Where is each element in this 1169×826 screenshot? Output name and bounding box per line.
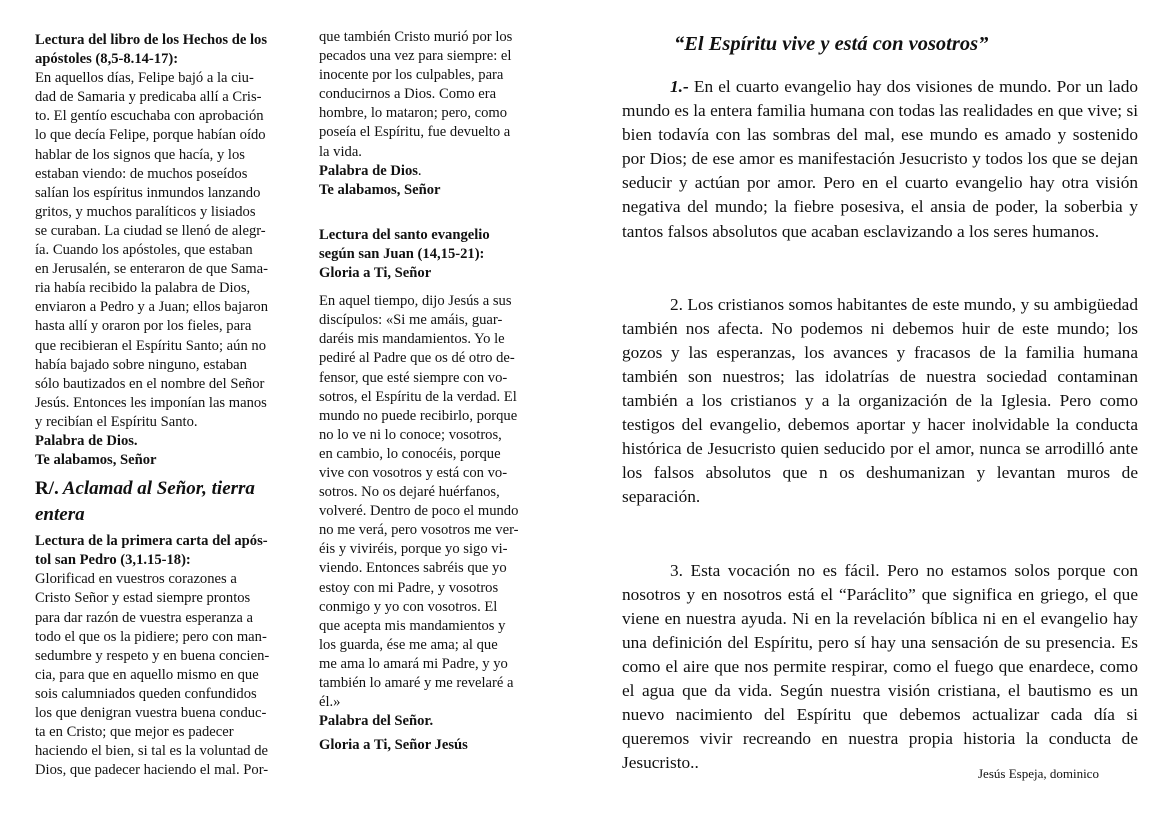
reading1-title: Lectura del libro de los Hechos de los apóstoles (8,5-8.14-17): <box>35 32 268 68</box>
gospel-text: En aquel tiempo, dijo Jesús a sus discípulos: «Si me amáis, guar- daréis mis mandamientos. Yo le pediré al Padre que os dé otro de- fensor, que esté siempre con vo- sotros, el Espíritu de la verdad. El mundo no puede recibirlo, porque no lo ve ni lo conoce; vosotros, en cambio, lo conocéis, porque vive con vosotros y está con vo- sotros. No os dejaré huérfanos, volveré. Dentro de poco el mundo no me verá, pero vosotros me ver- éis y viviréis, porque yo sigo vi- viendo. Entonces sabréis que yo estoy con mi Padre, y vosotros conmigo y yo con vosotros. El que acepta mis mandamientos y los guarda, ése me ama; al que me ama lo amará mi Padre, y yo también lo amaré y me revelaré a él.» <box>319 293 519 711</box>
commentary-paragraph-2: 2. Los cristianos somos habitantes de este mundo, y su ambigüedad también nos afecta. No podemos ni debemos huir de este mundo; los gozos y las esperanzas, los avances y fracasos de la familia humana también son nuestros; las idolatrías de nuestra sociedad contaminan también a los cristianos y a la organización de la Iglesia. Pero como testigos del evangelio, debemos aportar y hacer inolvidable la conducta histórica de Jesucristo quien seducido por el amor, nunca se arrodilló ante los falsos absolutos que n os deshumanizan y levantan muros de separación. <box>622 294 1138 507</box>
reading2-closing-text: Palabra de Dios <box>319 162 418 179</box>
gospel-closing: Palabra del Señor. <box>319 713 434 730</box>
psalm-text: Aclamad al Señor, tierra entera <box>35 478 255 526</box>
column-middle <box>319 28 545 755</box>
reading2-closing-dot: . <box>417 162 422 179</box>
gospel-response: Gloria a Ti, Señor Jesús <box>319 737 468 754</box>
reading2-response: Te alabamos, Señor <box>319 181 441 198</box>
reading2-continuation: que también Cristo murió por los pecados una vez para siempre: el inocente por los culpables, para conducirnos a Dios. Como era hombre, lo mataron; pero, como poseía el Espíritu, fue devuelto a la vida. <box>319 29 513 160</box>
psalm-response <box>35 476 303 528</box>
column-left <box>35 31 303 780</box>
reading1-closing: Palabra de Dios. <box>35 432 138 449</box>
paragraph-1-text: En el cuarto evangelio hay dos visiones de mundo. Por un lado mundo es la entera familia humana con todas las realidades en que vive; si bien todavía con las sombras del mal, ese mundo es amado y sostenido por Dios; de ese amor es manifestación Jesucristo y todos los que se dejan seducir y actúan por amor. Pero en el cuarto evangelio hay otra visión negativa del mundo; la fiebre posesiva, el ansia de poder, la soberbia y tantos falsos absolutos que acaban esclavizando a los seres humanos. <box>622 77 1138 241</box>
reading2-closing <box>319 162 545 181</box>
commentary-paragraph-1 <box>622 75 1138 244</box>
reading1-text: En aquellos días, Felipe bajó a la ciu- dad de Samaria y predicaba allí a Cris- to. El gentío escuchaba con aprobación lo que decía Felipe, porque habían oído hablar de los signos que hacía, y los estaban viendo: de muchos poseídos salían los espíritus inmundos lanzando gritos, y muchos paralíticos y lisiados se curaban. La ciudad se llenó de alegr- ía. Cuando los apóstoles, que estaban en Jerusalén, se enteraron de que Sama- ria había recibido la palabra de Dios, enviaron a Pedro y a Juan; ellos bajaron hasta allí y oraron por los fieles, para que recibieran el Espíritu Santo; aún no había bajado sobre ninguno, estaban sólo bautizados en el nombre del Señor Jesús. Entonces les imponían las manos y recibían el Espíritu Santo. <box>35 70 269 430</box>
psalm-r-marker: R/. <box>35 478 59 500</box>
reading2-text: Glorificad en vuestros corazones a Cristo Señor y estad siempre prontos para dar razón de vuestra esperanza a todo el que os la pidiere; pero con man- sedumbre y respeto y en buena concien- cia, para que en aquello mismo en que sois calumniados queden confundidos los que denigran vuestra buena conduc- ta en Cristo; que mejor es padecer haciendo el bien, si tal es la voluntad de Dios, que padecer haciendo el mal. Por- <box>35 571 270 779</box>
gospel-acclamation: Gloria a Ti, Señor <box>319 265 432 282</box>
reading2-title: Lectura de la primera carta del após- tol san Pedro (3,1.15-18): <box>35 533 268 569</box>
commentary-title: “El Espíritu vive y está con vosotros” <box>674 33 989 55</box>
gospel-title: Lectura del santo evangelio según san Juan (14,15-21): <box>319 226 490 262</box>
paragraph-1-number: 1.- <box>670 77 689 96</box>
author-signature: Jesús Espeja, dominico <box>978 766 1099 781</box>
column-right <box>622 30 1138 775</box>
reading1-response: Te alabamos, Señor <box>35 452 157 469</box>
commentary-paragraph-3: 3. Esta vocación no es fácil. Pero no estamos solos porque con nosotros y en nosotros está el “Paráclito” que significa en griego, el que viene en nuestra ayuda. Ni en la revelación bíblica ni en el evangelio hay una definición del Espíritu, pero sí hay una sensación de su presencia. Es como el aire que nos permite respirar, como el fuego que enardece, como el agua que da vida. Según nuestra visión cristiana, el bautismo es un nuevo nacimiento del Espíritu que debemos actualizar cada día si queremos vivir recreando en nuestra propia historia la conducta de Jesucristo.. <box>622 560 1138 773</box>
